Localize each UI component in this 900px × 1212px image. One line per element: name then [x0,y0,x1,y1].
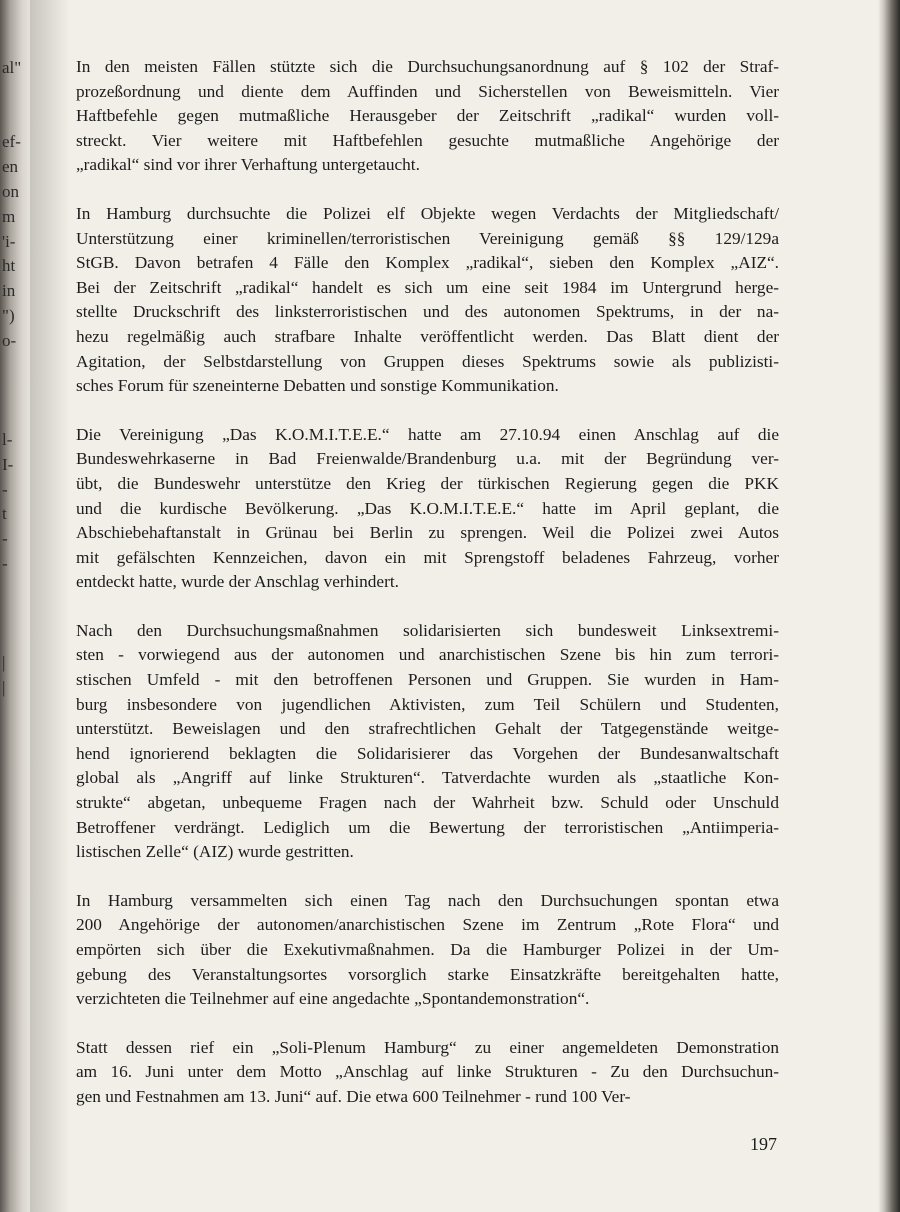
margin-fragment: - [2,553,8,573]
margin-fragment: ht [2,256,16,276]
margin-fragment: m [2,206,16,226]
text-line: StGB. Davon betrafen 4 Fälle den Komplex „radikal“, sieben den Komplex „AIZ“. [76,253,779,273]
page-edge-shadow [878,0,900,1212]
margin-fragment [2,577,32,602]
page-number: 197 [750,1134,777,1154]
text-line: hend ignorierend beklagten die Solidarisierer das Vorgehen der Bundesanwaltschaft [76,743,779,763]
text-line: übt, die Bundeswehr unterstütze den Krieg der türkischen Regierung gegen die PKK [76,473,779,493]
margin-fragment: en [2,157,19,177]
margin-fragment: - [2,479,8,499]
text-line: Betroffener verdrängt. Lediglich um die Bewertung der terroristischen „Antiimperia- [76,817,779,837]
text-line: stellte Druckschrift des linksterroristischen und des autonomen Spektrums, in der na- [76,302,779,322]
text-line: verzichteten die Teilnehmer auf eine angedachte „Spontandemonstration“. [76,989,590,1009]
margin-fragment [2,106,32,131]
text-line: listischen Zelle“ (AIZ) wurde gestritten. [76,842,354,862]
gutter-shadow [30,0,70,1212]
text-line: empörten sich über die Exekutivmaßnahmen. Da die Hamburger Polizei in der Um- [76,940,779,959]
margin-fragment: - [2,529,8,549]
margin-fragment: ") [2,305,15,325]
text-line: hezu regelmäßig auch strafbare Inhalte veröffentlicht werden. Das Blatt dient der [76,326,779,346]
margin-fragment: l- [2,429,13,449]
text-line: In den meisten Fällen stützte sich die Durchsuchungsanordnung auf § 102 der Straf- [76,57,779,76]
text-line: unterstützt. Beweislagen und den strafrechtlichen Gehalt der Tatgegenstände weitge- [76,719,779,739]
text-line: global als „Angriff auf linke Strukturen“. Tatverdachte wurden als „staatliche Kon- [76,768,779,788]
text-line: gebung des Veranstaltungsortes vorsorglich starke Einsatzkräfte bereitgehalten hatte, [76,964,779,984]
text-line: Unterstützung einer kriminellen/terroristischen Vereinigung gemäß §§ 129/129a [76,228,779,248]
margin-fragment: o- [2,330,17,350]
paragraph [76,55,779,178]
text-line: 200 Angehörige der autonomen/anarchistischen Szene im Zentrum „Rote Flora“ und [76,915,779,935]
margin-fragment [2,378,32,403]
text-line: Statt dessen rief ein „Soli-Plenum Hamburg“ zu einer angemeldeten Demonstration [76,1037,779,1057]
margin-fragment: al" [2,58,22,77]
text-line: Bundeswehrkaserne in Bad Freienwalde/Brandenburg u.a. mit der Begründung ver- [76,449,779,469]
text-line: Haftbefehle gegen mutmaßliche Herausgeber der Zeitschrift „radikal“ wurden voll- [76,106,779,126]
margin-fragment: in [2,281,16,301]
paragraph [76,423,779,595]
margin-fragment: t [2,504,7,524]
text-line: In Hamburg durchsuchte die Polizei elf Objekte wegen Verdachts der Mitgliedschaft/ [76,203,779,223]
text-line: mit gefälschten Kennzeichen, davon ein mit Sprengstoff beladenes Fahrzeug, vorher [76,547,779,567]
text-line: entdeckt hatte, wurde der Anschlag verhindert. [76,572,399,592]
text-line: Die Vereinigung „Das K.O.M.I.T.E.E.“ hatte am 27.10.94 einen Anschlag auf die [76,424,779,444]
text-line: prozeßordnung und diente dem Auffinden und Sicherstellen von Beweismitteln. Vier [76,81,779,101]
text-line: am 16. Juni unter dem Motto „Anschlag auf linke Strukturen - Zu den Durchsuchun- [76,1062,779,1082]
paragraph [76,202,779,399]
text-line: Bei der Zeitschrift „radikal“ handelt es sich um eine seit 1984 im Untergrund herge- [76,277,779,297]
text-line: In Hamburg versammelten sich einen Tag nach den Durchsuchungen spontan etwa [76,890,779,910]
margin-fragment [2,354,32,379]
text-line: und die kurdische Bevölkerung. „Das K.O.M.I.T.E.E.“ hatte im April geplant, die [76,498,779,518]
margin-fragment [2,403,32,428]
left-page-margin-fragments [2,56,32,701]
paragraph [76,889,779,1012]
text-line: „radikal“ sind vor ihrer Verhaftung untergetaucht. [76,155,420,175]
margin-fragment: | [2,653,6,673]
margin-fragment [2,626,32,651]
margin-fragment: 'i- [2,231,16,251]
text-line: stischen Umfeld - mit den betroffenen Personen und Gruppen. Sie wurden in Ham- [76,670,779,690]
paragraph [76,619,779,865]
text-line: Agitation, der Selbstdarstellung von Gruppen dieses Spektrums sowie als publizisti- [76,351,779,371]
text-line: strukte“ abgetan, unbequeme Fragen nach der Wahrheit bzw. Schuld oder Unschuld [76,793,779,813]
margin-fragment: | [2,677,6,697]
margin-fragment [2,602,32,627]
text-line: sches Forum für szeneinterne Debatten und sonstige Kommunikation. [76,376,559,396]
text-line: burg insbesondere von jugendlichen Aktivisten, zum Teil Schülern und Studenten, [76,694,779,714]
text-line: gen und Festnahmen am 13. Juni“ auf. Die etwa 600 Teilnehmer - rund 100 Ver- [76,1086,631,1106]
text-line: streckt. Vier weitere mit Haftbefehlen gesuchte mutmaßliche Angehörige der [76,130,779,150]
page-body-text [76,55,779,1134]
text-line: Abschiebehaftanstalt in Grünau bei Berlin zu sprengen. Weil die Polizei zwei Autos [76,523,779,543]
margin-fragment: ef- [2,132,21,152]
text-line: sten - vorwiegend aus der autonomen und anarchistischen Szene bis hin zum terrori- [76,645,779,665]
text-line: Nach den Durchsuchungsmaßnahmen solidarisierten sich bundesweit Linksextremi- [76,620,779,640]
margin-fragment: I- [2,454,14,474]
paragraph [76,1036,779,1110]
margin-fragment: on [2,181,19,201]
margin-fragment [2,81,32,106]
